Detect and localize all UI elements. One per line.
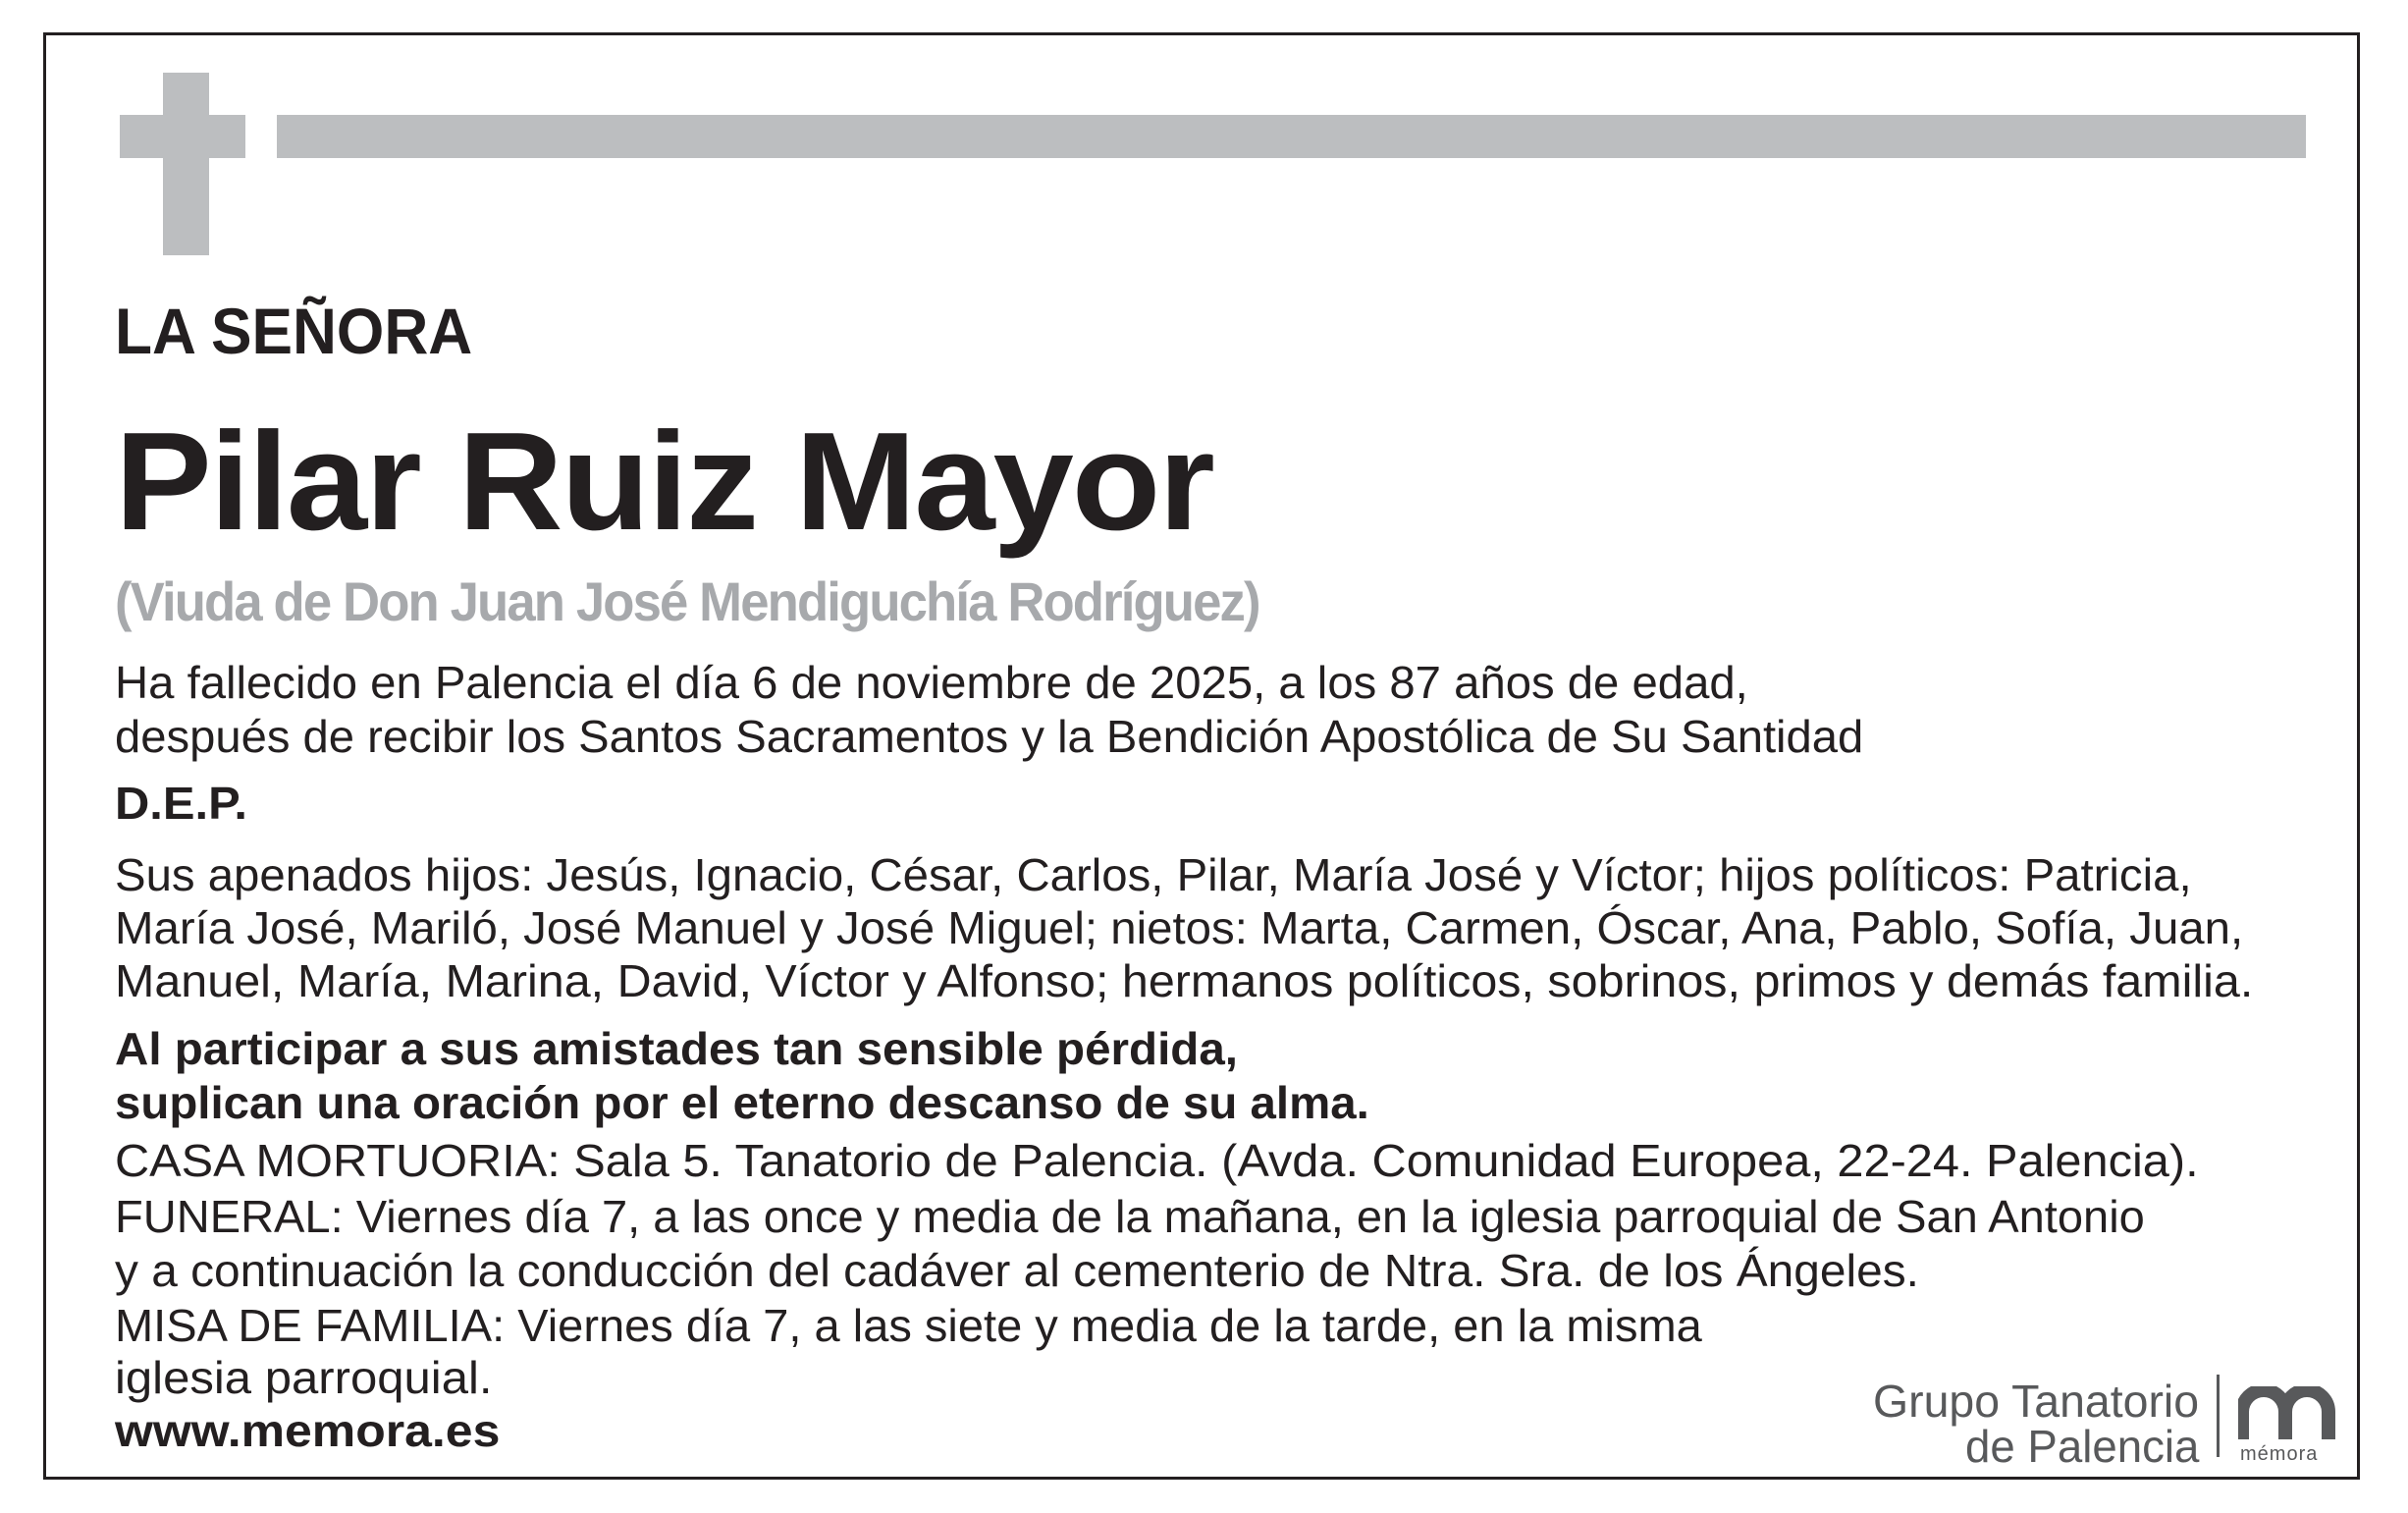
memora-logo bbox=[2238, 1386, 2336, 1465]
memora-m-icon bbox=[2238, 1386, 2336, 1441]
deceased-name: Pilar Ruiz Mayor bbox=[115, 404, 1213, 560]
details-line: iglesia parroquial. bbox=[115, 1352, 493, 1403]
details-line: FUNERAL: Viernes día 7, a las once y media de la mañana, en la iglesia parroquial de San Antonio bbox=[115, 1191, 2145, 1242]
death-notice-line: después de recibir los Santos Sacramentos y la Bendición Apostólica de Su Santidad bbox=[115, 711, 1864, 762]
prayer-line: Al participar a sus amistades tan sensible pérdida, bbox=[115, 1023, 1238, 1074]
family-line: Sus apenados hijos: Jesús, Ignacio, César, Carlos, Pilar, María José y Víctor; hijos políticos: Patricia, bbox=[115, 849, 2192, 900]
title-la-senora: LA SEÑORA bbox=[115, 295, 473, 367]
prayer-line: suplican una oración por el eterno descanso de su alma. bbox=[115, 1077, 1369, 1128]
widow-of: (Viuda de Don Juan José Mendiguchía Rodríguez) bbox=[115, 570, 1259, 632]
family-line: Manuel, María, Marina, David, Víctor y Alfonso; hermanos políticos, sobrinos, primos y demás familia. bbox=[115, 955, 2254, 1006]
dep: D.E.P. bbox=[115, 778, 247, 829]
logo-divider bbox=[2217, 1375, 2220, 1457]
details-line: CASA MORTUORIA: Sala 5. Tanatorio de Palencia. (Avda. Comunidad Europea, 22-24. Palencia). bbox=[115, 1135, 2199, 1186]
company-name-line1: Grupo Tanatorio bbox=[1872, 1376, 2199, 1427]
details-line: MISA DE FAMILIA: Viernes día 7, a las siete y media de la tarde, en la misma bbox=[115, 1300, 1702, 1351]
website-link[interactable]: www.memora.es bbox=[115, 1405, 501, 1456]
header-rule bbox=[277, 115, 2306, 158]
family-line: María José, Mariló, José Manuel y José Miguel; nietos: Marta, Carmen, Óscar, Ana, Pablo, Sofía, Juan, bbox=[115, 902, 2244, 953]
memora-logo-text: mémora bbox=[2240, 1443, 2319, 1465]
company-name-line2: de Palencia bbox=[1964, 1421, 2199, 1472]
details-line: y a continuación la conducción del cadáver al cementerio de Ntra. Sra. de los Ángeles. bbox=[115, 1245, 1919, 1296]
death-notice-line: Ha fallecido en Palencia el día 6 de noviembre de 2025, a los 87 años de edad, bbox=[115, 657, 1748, 708]
